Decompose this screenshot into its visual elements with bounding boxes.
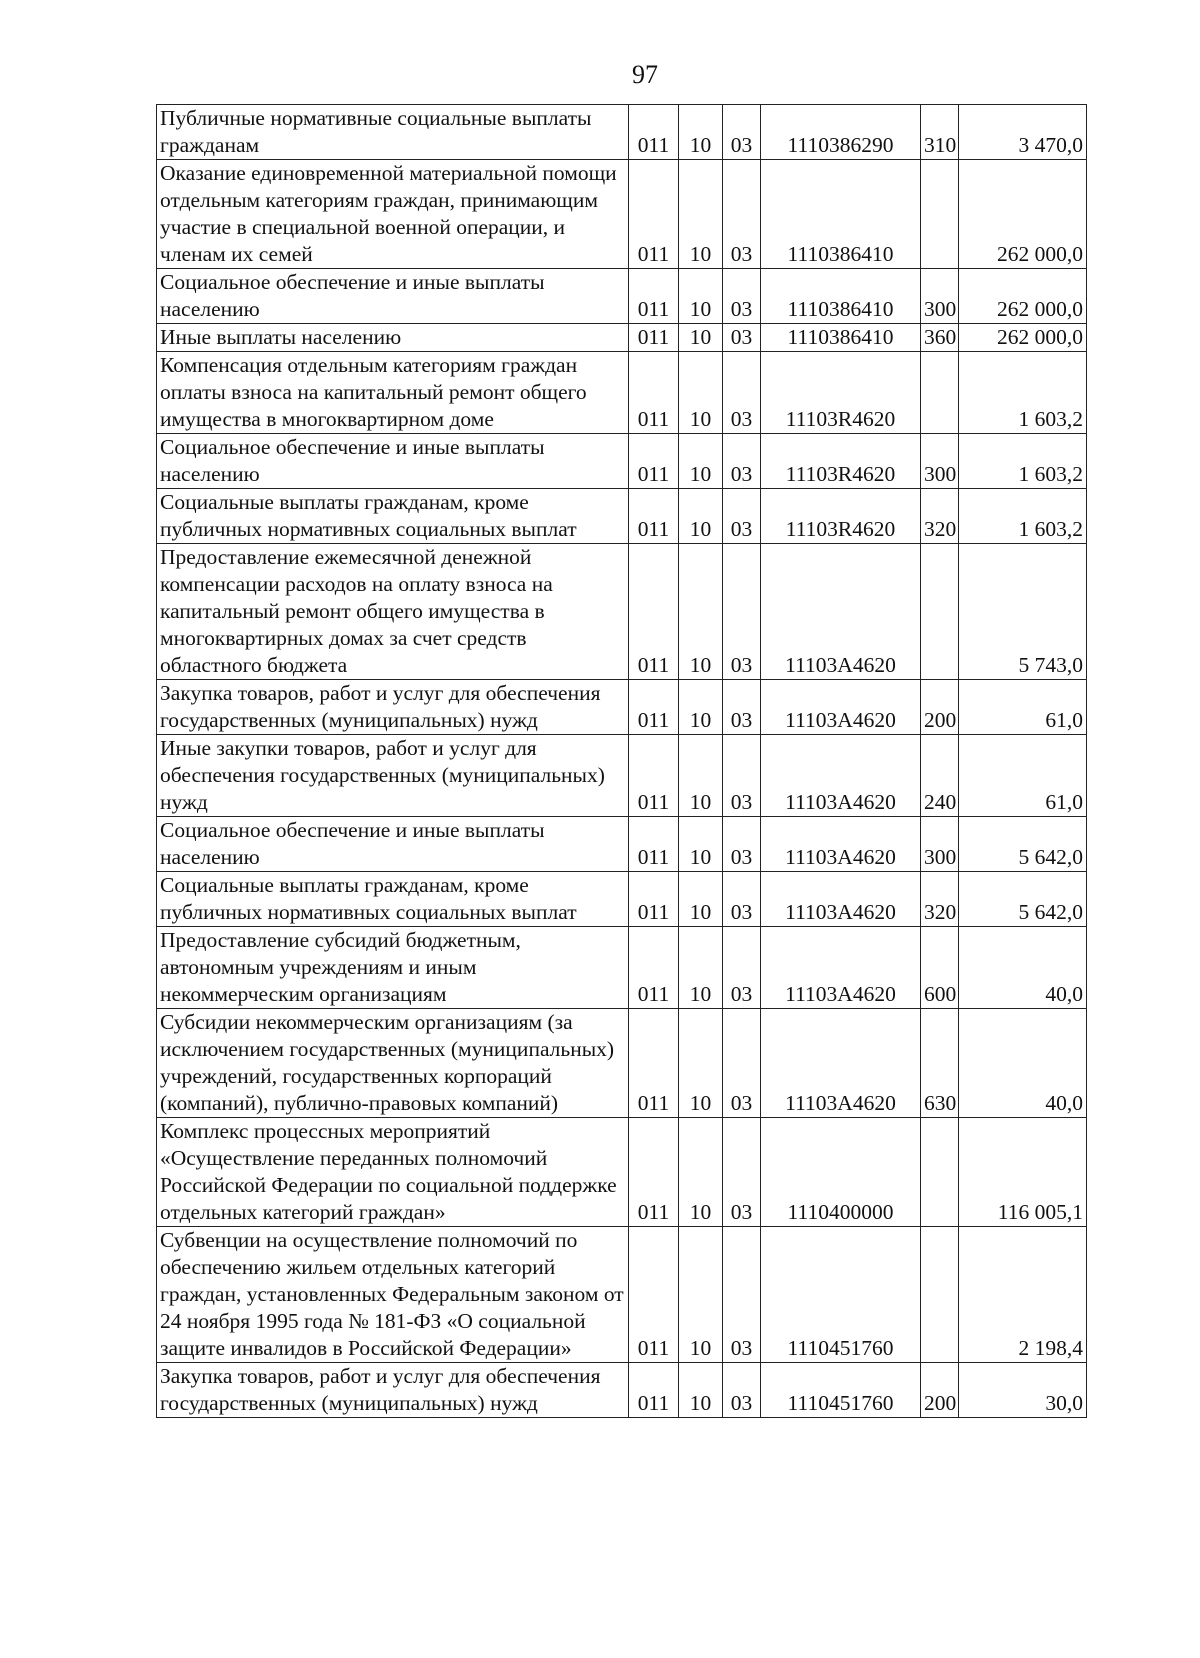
- expense-type: 240: [921, 735, 959, 817]
- expense-type: 300: [921, 817, 959, 872]
- expense-type: 320: [921, 489, 959, 544]
- section-code: 10: [679, 352, 723, 434]
- expense-type: 310: [921, 105, 959, 160]
- amount: 5 743,0: [959, 544, 1087, 680]
- amount: 1 603,2: [959, 489, 1087, 544]
- table-row: [157, 489, 1087, 544]
- target-article: 11103А4620: [761, 544, 921, 680]
- row-name: Социальные выплаты гражданам, кроме публичных нормативных социальных выплат: [157, 489, 629, 544]
- ministry-code: 011: [629, 160, 679, 269]
- amount: 30,0: [959, 1363, 1087, 1418]
- table-row: [157, 1118, 1087, 1227]
- section-code: 10: [679, 544, 723, 680]
- table-row: [157, 927, 1087, 1009]
- subsection-code: 03: [723, 680, 761, 735]
- ministry-code: 011: [629, 1009, 679, 1118]
- target-article: 11103А4620: [761, 735, 921, 817]
- table-row: [157, 324, 1087, 352]
- budget-table: [156, 104, 1087, 1418]
- row-name: Предоставление ежемесячной денежной компенсации расходов на оплату взноса на капитальный ремонт общего имущества в многоквартирных домах за счет средств областного бюджета: [157, 544, 629, 680]
- expense-type: [921, 1227, 959, 1363]
- table-row: [157, 544, 1087, 680]
- amount: 116 005,1: [959, 1118, 1087, 1227]
- row-name: Оказание единовременной материальной помощи отдельным категориям граждан, принимающим участие в специальной военной операции, и членам их семей: [157, 160, 629, 269]
- expense-type: 300: [921, 269, 959, 324]
- ministry-code: 011: [629, 680, 679, 735]
- ministry-code: 011: [629, 269, 679, 324]
- table-row: [157, 1227, 1087, 1363]
- section-code: 10: [679, 817, 723, 872]
- section-code: 10: [679, 680, 723, 735]
- table-row: [157, 872, 1087, 927]
- subsection-code: 03: [723, 817, 761, 872]
- row-name: Компенсация отдельным категориям граждан оплаты взноса на капитальный ремонт общего имущества в многоквартирном доме: [157, 352, 629, 434]
- amount: 262 000,0: [959, 160, 1087, 269]
- target-article: 1110386290: [761, 105, 921, 160]
- section-code: 10: [679, 269, 723, 324]
- expense-type: 360: [921, 324, 959, 352]
- ministry-code: 011: [629, 544, 679, 680]
- amount: 1 603,2: [959, 434, 1087, 489]
- section-code: 10: [679, 1009, 723, 1118]
- expense-type: [921, 352, 959, 434]
- ministry-code: 011: [629, 434, 679, 489]
- target-article: 1110386410: [761, 324, 921, 352]
- target-article: 1110451760: [761, 1227, 921, 1363]
- expense-type: 600: [921, 927, 959, 1009]
- target-article: 1110386410: [761, 269, 921, 324]
- amount: 262 000,0: [959, 324, 1087, 352]
- row-name: Социальное обеспечение и иные выплаты населению: [157, 817, 629, 872]
- row-name: Публичные нормативные социальные выплаты гражданам: [157, 105, 629, 160]
- section-code: 10: [679, 872, 723, 927]
- row-name: Субвенции на осуществление полномочий по обеспечению жильем отдельных категорий граждан, установленных Федеральным законом от 24 ноября 1995 года № 181-ФЗ «О социальной защите инвалидов в Российской Федерации»: [157, 1227, 629, 1363]
- row-name: Иные закупки товаров, работ и услуг для обеспечения государственных (муниципальных) нужд: [157, 735, 629, 817]
- row-name: Закупка товаров, работ и услуг для обеспечения государственных (муниципальных) нужд: [157, 1363, 629, 1418]
- table-row: [157, 352, 1087, 434]
- subsection-code: 03: [723, 105, 761, 160]
- row-name: Социальные выплаты гражданам, кроме публичных нормативных социальных выплат: [157, 872, 629, 927]
- target-article: 11103R4620: [761, 434, 921, 489]
- section-code: 10: [679, 434, 723, 489]
- table-row: [157, 817, 1087, 872]
- amount: 262 000,0: [959, 269, 1087, 324]
- target-article: 11103А4620: [761, 1009, 921, 1118]
- subsection-code: 03: [723, 489, 761, 544]
- amount: 40,0: [959, 1009, 1087, 1118]
- subsection-code: 03: [723, 735, 761, 817]
- target-article: 11103А4620: [761, 872, 921, 927]
- ministry-code: 011: [629, 872, 679, 927]
- expense-type: 200: [921, 1363, 959, 1418]
- target-article: 11103А4620: [761, 927, 921, 1009]
- amount: 61,0: [959, 680, 1087, 735]
- subsection-code: 03: [723, 352, 761, 434]
- row-name: Предоставление субсидий бюджетным, автономным учреждениям и иным некоммерческим организациям: [157, 927, 629, 1009]
- subsection-code: 03: [723, 927, 761, 1009]
- ministry-code: 011: [629, 489, 679, 544]
- subsection-code: 03: [723, 269, 761, 324]
- table-row: [157, 434, 1087, 489]
- expense-type: [921, 1118, 959, 1227]
- subsection-code: 03: [723, 1118, 761, 1227]
- subsection-code: 03: [723, 324, 761, 352]
- subsection-code: 03: [723, 544, 761, 680]
- ministry-code: 011: [629, 105, 679, 160]
- section-code: 10: [679, 1118, 723, 1227]
- target-article: 1110386410: [761, 160, 921, 269]
- section-code: 10: [679, 324, 723, 352]
- table-row: [157, 269, 1087, 324]
- section-code: 10: [679, 489, 723, 544]
- amount: 40,0: [959, 927, 1087, 1009]
- table-row: [157, 1363, 1087, 1418]
- target-article: 11103А4620: [761, 680, 921, 735]
- subsection-code: 03: [723, 160, 761, 269]
- ministry-code: 011: [629, 735, 679, 817]
- expense-type: 320: [921, 872, 959, 927]
- section-code: 10: [679, 1227, 723, 1363]
- ministry-code: 011: [629, 1227, 679, 1363]
- section-code: 10: [679, 105, 723, 160]
- table-row: [157, 105, 1087, 160]
- target-article: 11103R4620: [761, 489, 921, 544]
- row-name: Комплекс процессных мероприятий «Осуществление переданных полномочий Российской Федерации по социальной поддержке отдельных категорий граждан»: [157, 1118, 629, 1227]
- amount: 3 470,0: [959, 105, 1087, 160]
- table-row: [157, 735, 1087, 817]
- subsection-code: 03: [723, 1227, 761, 1363]
- row-name: Социальное обеспечение и иные выплаты населению: [157, 269, 629, 324]
- target-article: 1110400000: [761, 1118, 921, 1227]
- ministry-code: 011: [629, 324, 679, 352]
- amount: 1 603,2: [959, 352, 1087, 434]
- subsection-code: 03: [723, 1009, 761, 1118]
- subsection-code: 03: [723, 1363, 761, 1418]
- section-code: 10: [679, 1363, 723, 1418]
- expense-type: [921, 160, 959, 269]
- row-name: Иные выплаты населению: [157, 324, 629, 352]
- amount: 5 642,0: [959, 872, 1087, 927]
- subsection-code: 03: [723, 434, 761, 489]
- amount: 2 198,4: [959, 1227, 1087, 1363]
- page-number: 97: [632, 60, 658, 89]
- row-name: Закупка товаров, работ и услуг для обеспечения государственных (муниципальных) нужд: [157, 680, 629, 735]
- subsection-code: 03: [723, 872, 761, 927]
- amount: 5 642,0: [959, 817, 1087, 872]
- expense-type: 300: [921, 434, 959, 489]
- target-article: 1110451760: [761, 1363, 921, 1418]
- section-code: 10: [679, 927, 723, 1009]
- ministry-code: 011: [629, 1363, 679, 1418]
- target-article: 11103А4620: [761, 817, 921, 872]
- row-name: Социальное обеспечение и иные выплаты населению: [157, 434, 629, 489]
- section-code: 10: [679, 735, 723, 817]
- target-article: 11103R4620: [761, 352, 921, 434]
- ministry-code: 011: [629, 927, 679, 1009]
- table-body: [157, 105, 1087, 1418]
- row-name: Субсидии некоммерческим организациям (за исключением государственных (муниципальных) учреждений, государственных корпораций (компаний), публично-правовых компаний): [157, 1009, 629, 1118]
- expense-type: 630: [921, 1009, 959, 1118]
- ministry-code: 011: [629, 1118, 679, 1227]
- expense-type: 200: [921, 680, 959, 735]
- ministry-code: 011: [629, 352, 679, 434]
- ministry-code: 011: [629, 817, 679, 872]
- amount: 61,0: [959, 735, 1087, 817]
- expense-type: [921, 544, 959, 680]
- table-row: [157, 680, 1087, 735]
- table-row: [157, 160, 1087, 269]
- table-row: [157, 1009, 1087, 1118]
- section-code: 10: [679, 160, 723, 269]
